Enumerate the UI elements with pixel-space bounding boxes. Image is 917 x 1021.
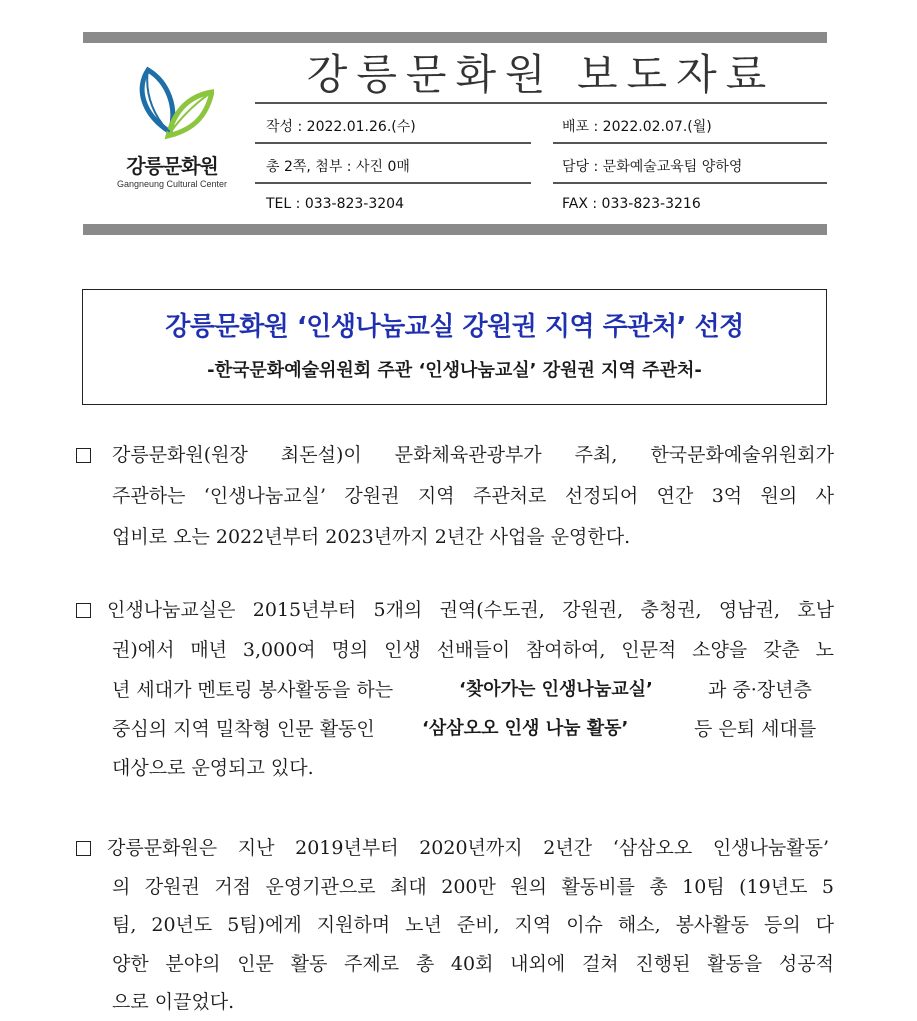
headline-title: 강릉문화원 ‘인생나눔교실 강원권 지역 주관처’ 선정 [165, 312, 744, 342]
logo-subtitle: Gangneung Cultural Center [116, 179, 228, 189]
divider [255, 142, 531, 144]
paragraph-line: 으로 이끌었다. [112, 991, 235, 1013]
paragraph-line: 주관하는 ‘인생나눔교실’ 강원권 지역 주관처로 선정되어 연간 3억 원의 사 [112, 485, 834, 507]
paragraph-line: 년 세대가 멘토링 봉사활동을 하는 [112, 679, 394, 701]
meta-pages: 총 2쪽, 첨부 : 사진 0매 [266, 159, 410, 175]
leaf-logo-icon [134, 66, 214, 146]
meta-fax: FAX : 033-823-3216 [562, 196, 701, 212]
paragraph-line: 업비로 오는 2022년부터 2023년까지 2년간 사업을 운영한다. [112, 526, 631, 548]
paragraph-line: 강릉문화원은 지난 2019년부터 2020년까지 2년간 ‘삼삼오오 인생나눔활동’ [107, 837, 829, 859]
paragraph-line: 의 강원권 거점 운영기관으로 최대 200만 원의 활동비를 총 10팀 (19년도 5 [112, 876, 834, 898]
paragraph-line: 권)에서 매년 3,000여 명의 인생 선배들이 참여하여, 인문적 소양을 갖춘 노 [112, 639, 834, 661]
paragraph-line: 과 중·장년층 [708, 679, 812, 701]
meta-contact: 담당 : 문화예술교육팀 양하영 [562, 159, 743, 175]
meta-written: 작성 : 2022.01.26.(수) [266, 119, 416, 135]
divider [255, 182, 531, 184]
logo [108, 66, 238, 196]
paragraph-line: 중심의 지역 밀착형 인문 활동인 [112, 718, 375, 740]
paragraph-line: 등 은퇴 세대를 [694, 718, 817, 740]
page-title: 강릉문화원 보도자료 [306, 50, 776, 99]
paragraph-line: 강릉문화원(원장 최돈설)이 문화체육관광부가 주최, 한국문화예술위원회가 [112, 444, 834, 466]
header-bottom-bar [83, 224, 827, 235]
highlight-program: ‘찾아가는 인생나눔교실’ [459, 679, 653, 700]
checkbox-bullet-icon [76, 603, 91, 618]
divider [553, 142, 827, 144]
meta-tel: TEL : 033-823-3204 [266, 196, 404, 212]
paragraph-line: 팀, 20년도 5팀)에게 지원하며 노년 준비, 지역 이슈 해소, 봉사활동 등의 다 [112, 914, 834, 936]
paragraph-line: 인생나눔교실은 2015년부터 5개의 권역(수도권, 강원권, 충청권, 영남권, 호남 [107, 599, 834, 621]
checkbox-bullet-icon [76, 841, 91, 856]
paragraph-line: 양한 분야의 인문 활동 주제로 총 40회 내외에 걸쳐 진행된 활동을 성공적 [112, 953, 834, 975]
divider [553, 182, 827, 184]
headline-box [82, 289, 827, 405]
headline-subtitle: -한국문화예술위원회 주관 ‘인생나눔교실’ 강원권 지역 주관처- [207, 360, 702, 381]
paragraph-line: 대상으로 운영되고 있다. [112, 757, 314, 779]
divider [255, 102, 827, 104]
highlight-program: ‘삼삼오오 인생 나눔 활동’ [422, 718, 629, 739]
checkbox-bullet-icon [76, 448, 91, 463]
meta-distributed: 배포 : 2022.02.07.(월) [562, 119, 712, 135]
logo-name: 강릉문화원 [126, 154, 218, 178]
